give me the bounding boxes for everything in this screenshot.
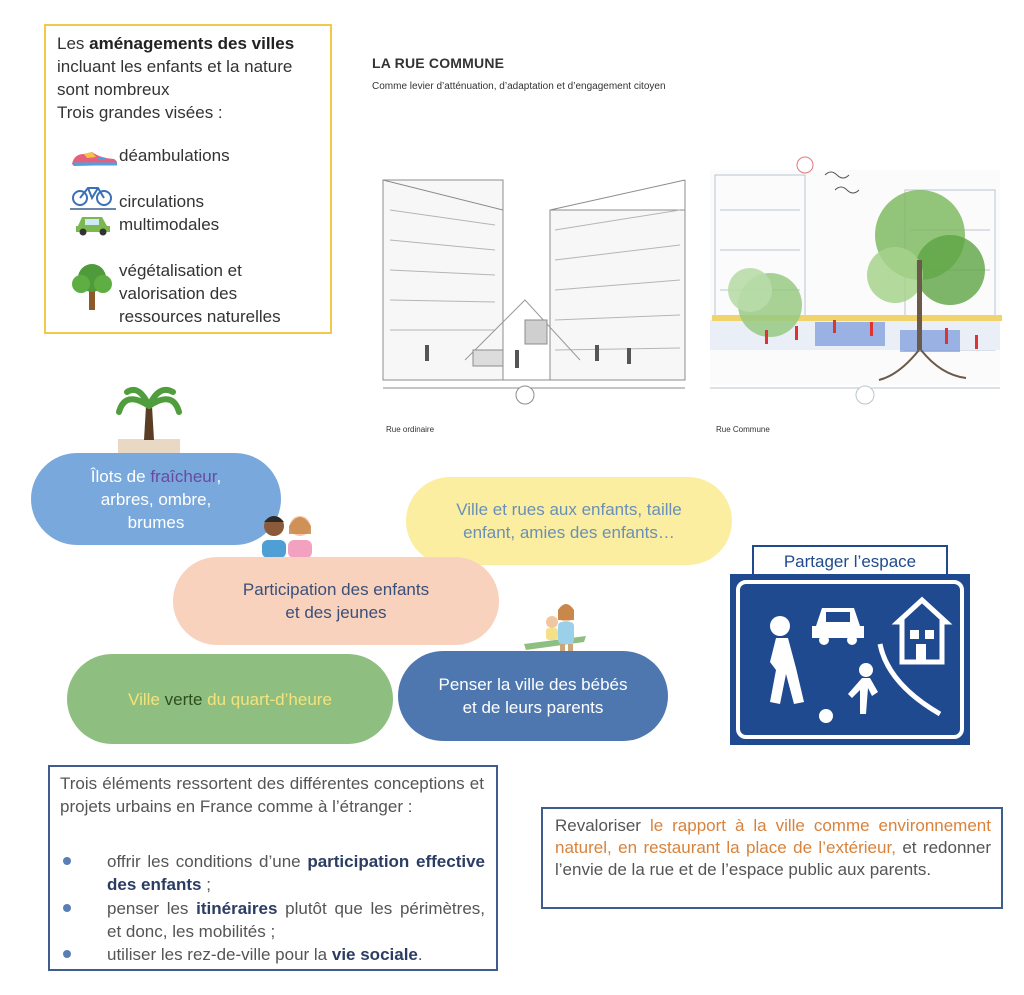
elements-item-1 [107, 850, 485, 896]
revaloriser-text [555, 815, 991, 881]
bubble-bebes-parents [398, 651, 668, 741]
intro-text-bold: aménagements des villes [89, 34, 295, 53]
intro-text [57, 32, 327, 124]
fraicheur-line3: brumes [127, 512, 185, 532]
fraicheur-text-highlight: fraîcheur [150, 466, 217, 486]
verte-text-a: Ville [128, 689, 165, 709]
street-illustration [365, 150, 1005, 420]
bullet-dot [63, 904, 71, 912]
aim-vegetalisation-line2: valorisation des [119, 284, 238, 303]
aim-vegetalisation-line1: végétalisation et [119, 261, 242, 280]
sign-label: Partager l’espace [752, 545, 948, 579]
caption-ordinary-street: Rue ordinaire [386, 425, 435, 434]
fraicheur-text-a: Îlots de [90, 466, 151, 486]
shared-street-drawing [710, 157, 1002, 404]
item3-text-c: . [417, 945, 423, 964]
aim-circulations-line2: multimodales [119, 215, 220, 234]
ville-enfants-line2: enfant, amies des enfants… [463, 523, 675, 542]
revalo-text-a: Revaloriser [555, 816, 650, 835]
ordinary-street-drawing [383, 180, 685, 404]
intro-aims-heading: Trois grandes visées : [57, 103, 223, 122]
item3-text-a: utiliser les rez-de-ville pour la [107, 945, 332, 964]
sneakers-icon [70, 146, 120, 170]
bullet-dot [63, 857, 71, 865]
bullet-dot [63, 950, 71, 958]
item2-text-a: penser les [107, 899, 197, 918]
revalo-text-c: et redonner l’envie de la rue et de l’espace public aux parents. [555, 838, 991, 879]
bicycle-car-icon [70, 182, 116, 236]
aim-circulations [119, 190, 219, 236]
bubble-participation [173, 557, 499, 645]
children-icon [258, 508, 318, 558]
verte-text-highlight: verte [164, 689, 203, 709]
intro-text-end: incluant les enfants et la nature sont nombreux [57, 57, 293, 99]
caption-shared-street: Rue Commune [716, 425, 770, 434]
item2-text-bold: itinéraires [196, 899, 278, 918]
bubble-ville-enfants [406, 477, 732, 565]
revalo-text-highlight: le rapport à la ville comme environnement naturel, en restaurant la place de l’extérieur, [555, 816, 991, 857]
elements-item-2 [107, 897, 485, 943]
fraicheur-line2: arbres, ombre, [100, 489, 212, 509]
elements-item-3 [107, 943, 485, 966]
item2-text-c: plutôt que les périmètres, et donc, les mobilités ; [107, 899, 485, 941]
shared-space-sign-icon [730, 574, 970, 745]
ville-enfants-line1: Ville et rues aux enfants, taille [456, 500, 682, 519]
illustration-subtitle: Comme levier d’atténuation, d’adaptation et d’engagement citoyen [372, 81, 666, 92]
intro-text-start: Les [57, 34, 90, 53]
participation-line1: Participation des enfants [242, 580, 430, 599]
fraicheur-text-comma: , [216, 466, 222, 486]
participation-line2: et des jeunes [285, 603, 387, 622]
aim-vegetalisation [119, 259, 281, 328]
aim-vegetalisation-line3: ressources naturelles [119, 307, 281, 326]
elements-intro: Trois éléments ressortent des différentes conceptions et projets urbains en France comme à l’étranger : [60, 774, 484, 816]
item1-text-c: ; [201, 875, 211, 894]
bubble-ilots-fraicheur [31, 453, 281, 545]
tree-icon [70, 262, 114, 312]
item1-text-a: offrir les conditions d’une [107, 852, 308, 871]
bebes-line2: et de leurs parents [462, 698, 604, 717]
item3-text-bold: vie sociale [331, 945, 418, 964]
illustration-title: LA RUE COMMUNE [372, 55, 505, 71]
item1-text-bold: participation effective des enfants [107, 852, 485, 894]
verte-text-c: du quart-d’heure [202, 689, 332, 709]
bebes-line1: Penser la ville des bébés [438, 675, 628, 694]
bubble-ville-verte [67, 654, 393, 744]
aim-circulations-line1: circulations [119, 192, 205, 211]
aim-deambulations: déambulations [119, 146, 230, 165]
palm-tree-pot-icon [116, 384, 182, 456]
